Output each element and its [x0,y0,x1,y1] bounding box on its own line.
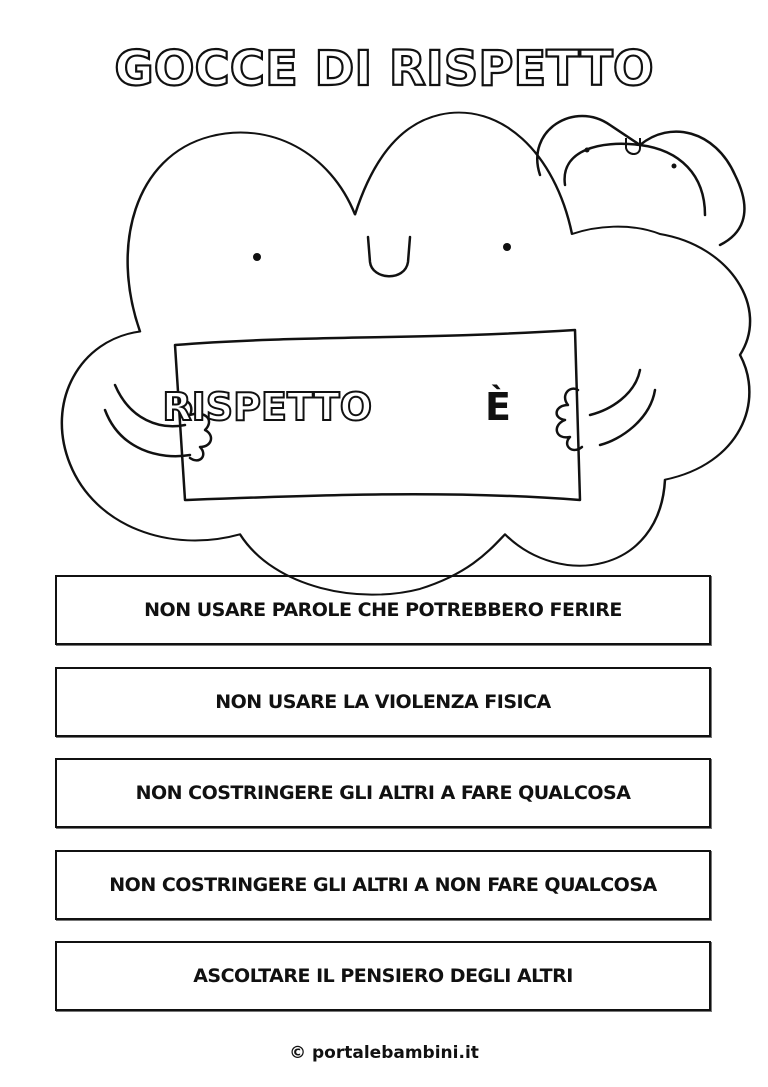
sign-text: RISPETTO [162,385,372,429]
statement-text: NON USARE LA VIOLENZA FISICA [215,691,551,713]
drop-right-eye [672,164,677,169]
drop-left-eye [585,148,590,153]
statement-box [55,850,711,920]
statement-box [55,758,711,828]
statement-text: NON USARE PAROLE CHE POTREBBERO FERIRE [144,599,622,621]
cloud-right-eye [503,243,511,251]
sign-accent: È [485,385,511,429]
statement-box [55,941,711,1011]
statement-text: NON COSTRINGERE GLI ALTRI A FARE QUALCOSA [135,782,631,804]
copyright-footer: © portalebambini.it [289,1043,479,1063]
small-drop-body [537,116,744,245]
cloud-mouth [368,237,410,276]
cloud-left-eye [253,253,261,261]
page-title: GOCCE DI RISPETTO [114,41,654,97]
statement-box [55,575,711,645]
statement-text: ASCOLTARE IL PENSIERO DEGLI ALTRI [193,965,573,987]
statement-box [55,667,711,737]
statement-text: NON COSTRINGERE GLI ALTRI A NON FARE QUALCOSA [109,874,657,896]
right-arm [590,370,655,445]
